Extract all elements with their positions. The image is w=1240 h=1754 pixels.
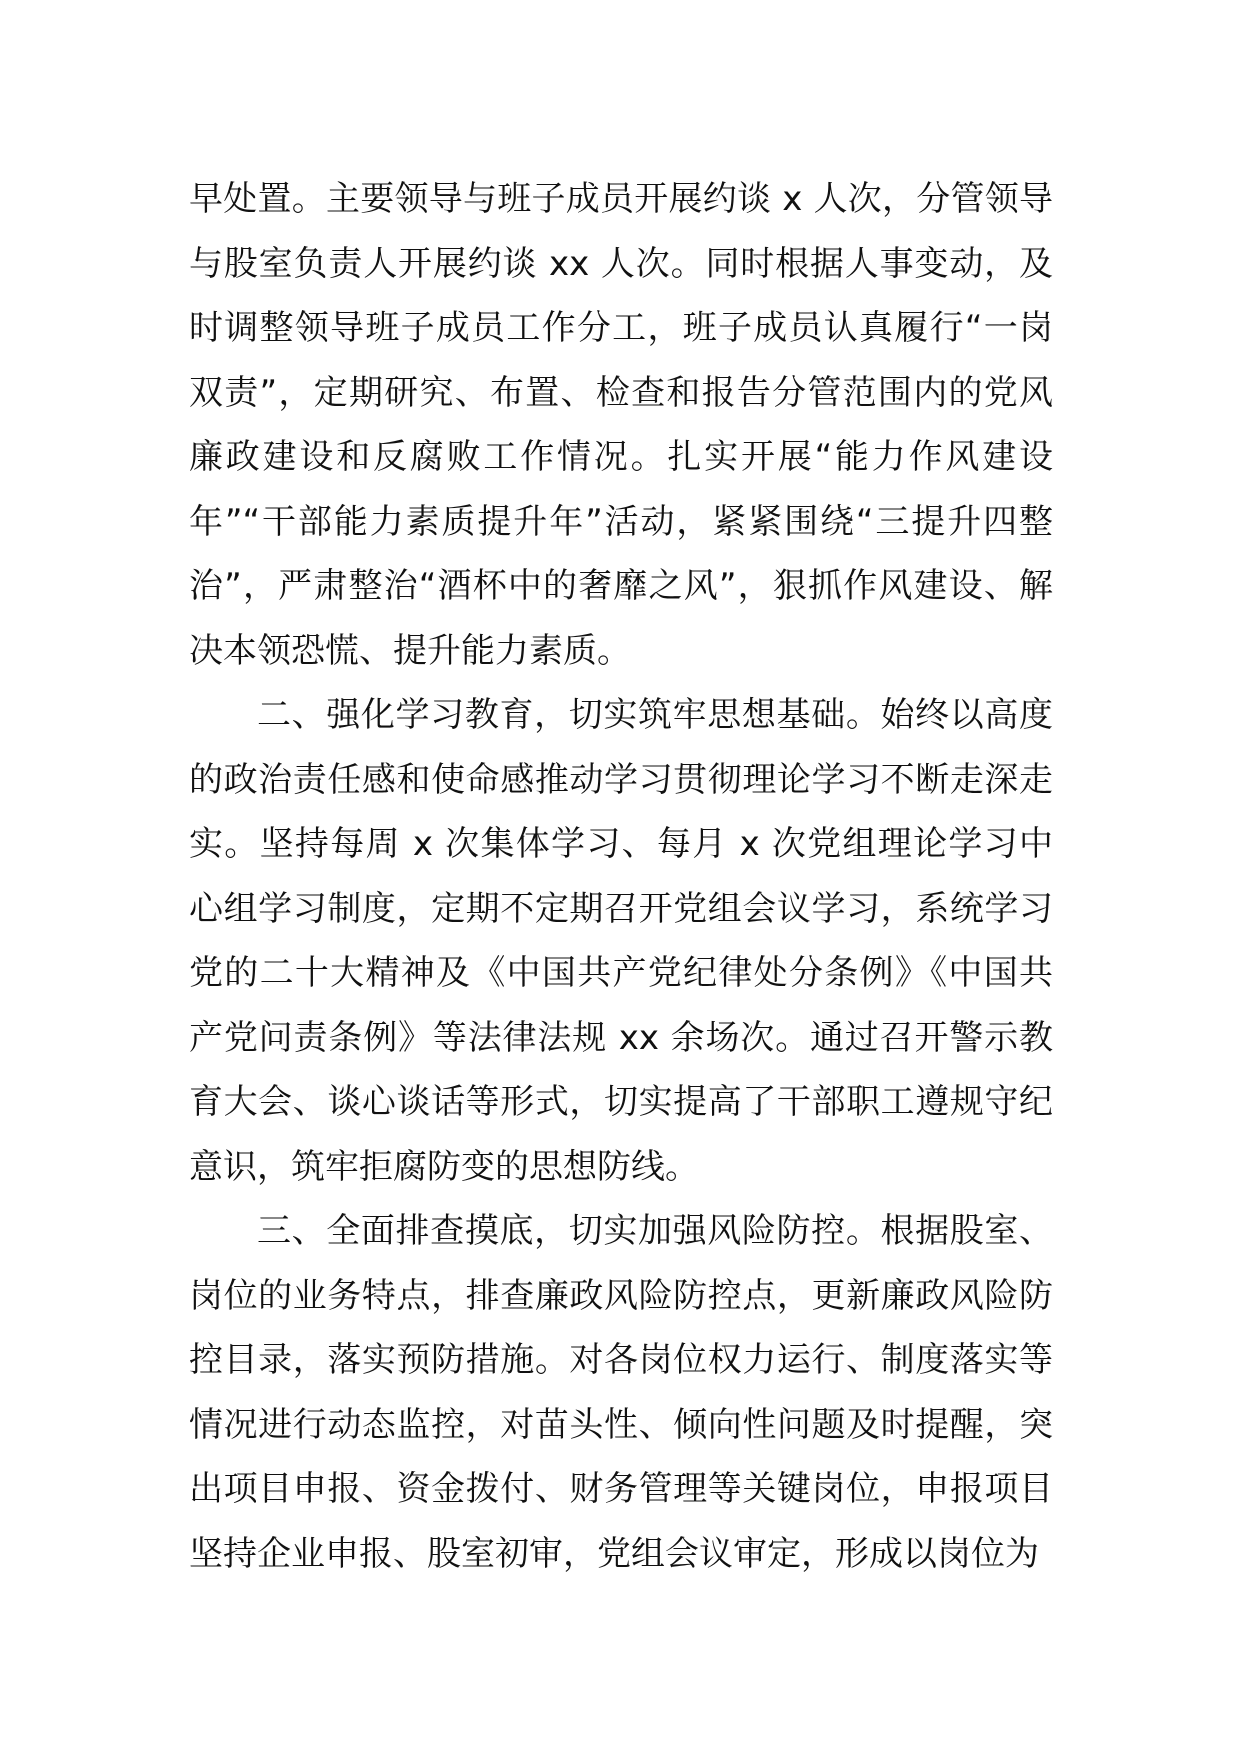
paragraph-continuation: 早处置。主要领导与班子成员开展约谈 x 人次，分管领导与股室负责人开展约谈 xx 人次。同时根据人事变动，及时调整领导班子成员工作分工，班子成员认真履行“一岗双责”，定期研究、布置、检查和报告分管范围内的党风廉政建设和反腐败工作情况。扎实开展“能力作风建设年”“干部能力素质提升年”活动，紧紧围绕“三提升四整治”，严肃整治“酒杯中的奢靡之风”，狠抓作风建设、解决本领恐慌、提升能力素质。 bbox=[189, 179, 1053, 671]
document-page bbox=[189, 167, 1053, 1586]
paragraph-risk-control: 三、全面排查摸底，切实加强风险防控。根据股室、岗位的业务特点，排查廉政风险防控点，更新廉政风险防控目录，落实预防措施。对各岗位权力运行、制度落实等情况进行动态监控，对苗头性、倾向性问题及时提醒，突出项目申报、资金拨付、财务管理等关键岗位，申报项目坚持企业申报、股室初审，党组会议审定，形成以岗位为 bbox=[189, 1211, 1053, 1574]
paragraph-study-education: 二、强化学习教育，切实筑牢思想基础。始终以高度的政治责任感和使命感推动学习贯彻理论学习不断走深走实。坚持每周 x 次集体学习、每月 x 次党组理论学习中心组学习制度，定期不定期召开党组会议学习，系统学习党的二十大精神及《中国共产党纪律处分条例》《中国共产党问责条例》等法律法规 xx 余场次。通过召开警示教育大会、谈心谈话等形式，切实提高了干部职工遵规守纪意识，筑牢拒腐防变的思想防线。 bbox=[189, 695, 1053, 1187]
